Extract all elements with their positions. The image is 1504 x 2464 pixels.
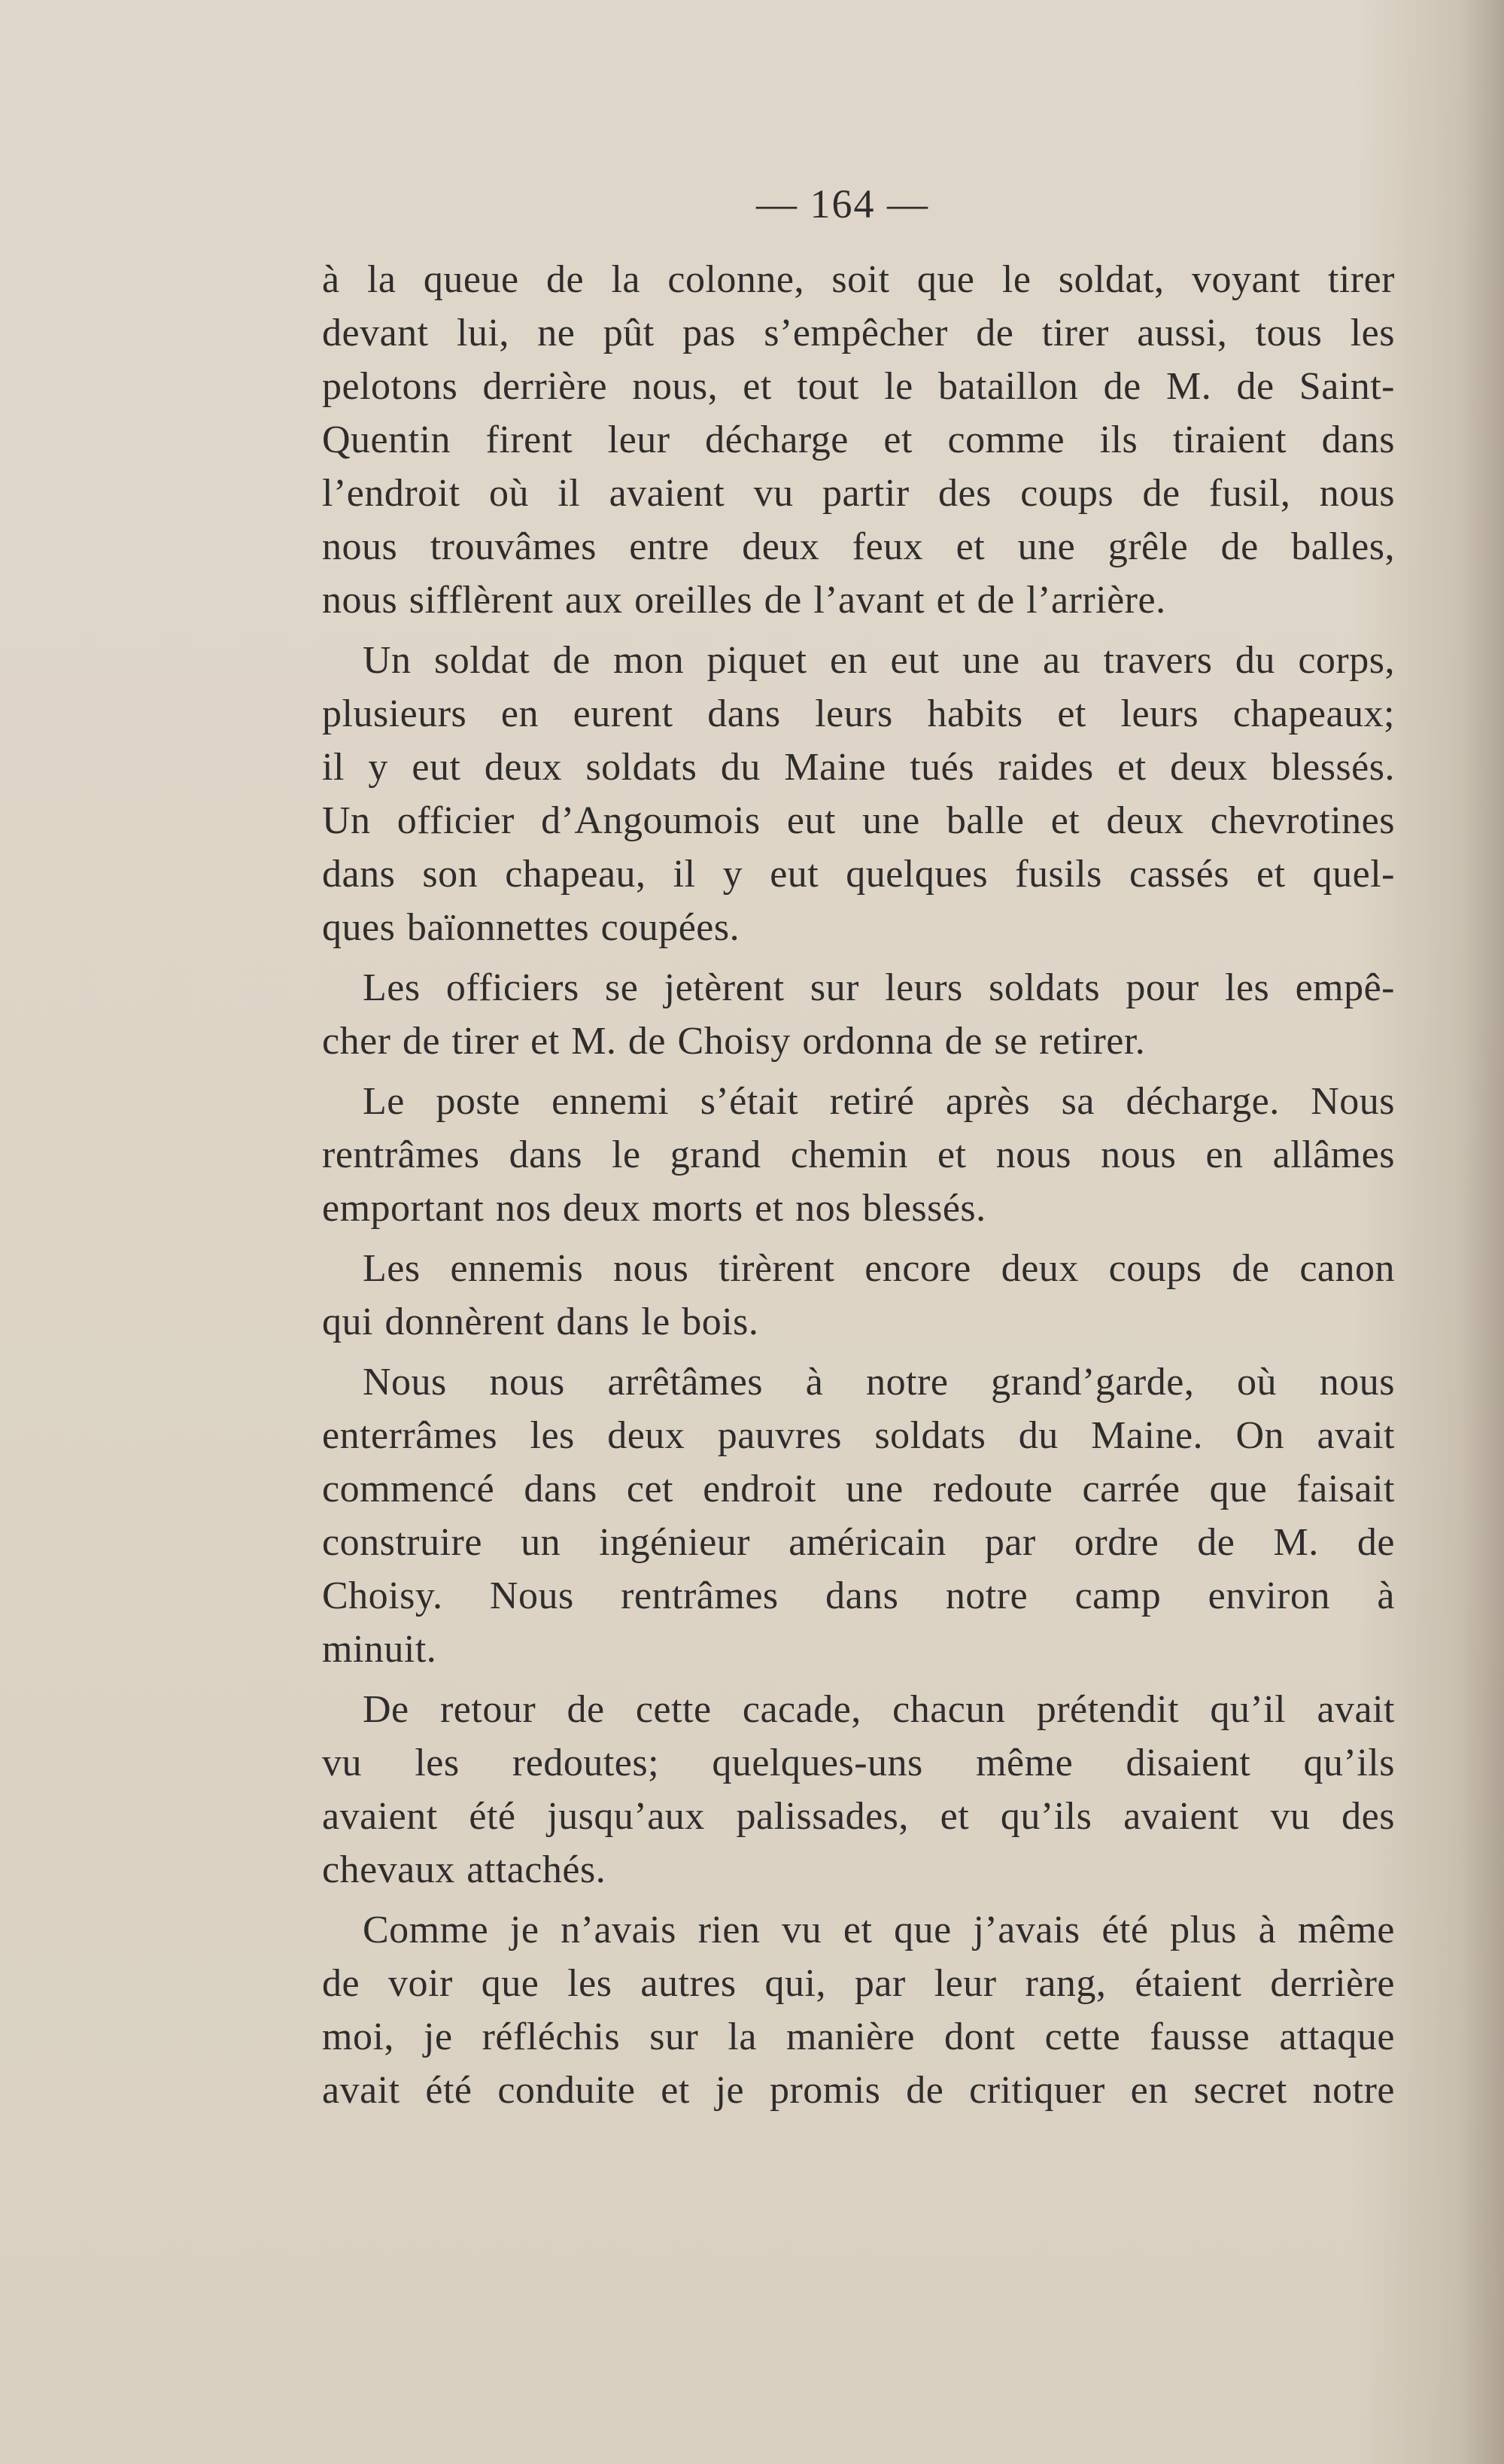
text-line: Le poste ennemi s’était retiré après sa décharge. Nous <box>363 1080 1395 1123</box>
paragraph <box>322 961 1395 1068</box>
body-text <box>322 253 1395 2124</box>
text-line: Un soldat de mon piquet en eut une au travers du corps, <box>363 639 1395 682</box>
text-line: construire un ingénieur américain par ordre de M. de <box>322 1521 1395 1564</box>
text-line: nous sifflèrent aux oreilles de l’avant et de l’arrière. <box>322 579 1166 622</box>
text-line: vu les redoutes; quelques-uns même disaient qu’ils <box>322 1742 1395 1784</box>
text-line: Les officiers se jetèrent sur leurs soldats pour les empê- <box>363 966 1395 1009</box>
text-line: il y eut deux soldats du Maine tués raides et deux blessés. <box>322 746 1395 789</box>
paragraph <box>322 1683 1395 1897</box>
text-line: l’endroit où il avaient vu partir des coups de fusil, nous <box>322 472 1395 515</box>
paragraph <box>322 1903 1395 2117</box>
paragraph <box>322 253 1395 627</box>
text-line: devant lui, ne pût pas s’empêcher de tirer aussi, tous les <box>322 312 1395 354</box>
text-line: rentrâmes dans le grand chemin et nous nous en allâmes <box>322 1133 1395 1176</box>
text-line: De retour de cette cacade, chacun prétendit qu’il avait <box>363 1688 1395 1731</box>
paragraph <box>322 1075 1395 1235</box>
text-line: avaient été jusqu’aux palissades, et qu’ils avaient vu des <box>322 1795 1395 1838</box>
paragraph <box>322 1355 1395 1676</box>
text-line: Choisy. Nous rentrâmes dans notre camp environ à <box>322 1574 1395 1617</box>
text-line: pelotons derrière nous, et tout le bataillon de M. de Saint- <box>322 365 1395 408</box>
text-line: Quentin firent leur décharge et comme ils tiraient dans <box>322 418 1395 461</box>
text-line: Comme je n’avais rien vu et que j’avais été plus à même <box>363 1909 1395 1951</box>
text-line: qui donnèrent dans le bois. <box>322 1300 759 1343</box>
text-line: Nous nous arrêtâmes à notre grand’garde, où nous <box>363 1361 1395 1404</box>
text-line: enterrâmes les deux pauvres soldats du Maine. On avait <box>322 1414 1395 1457</box>
page-number: — 164 — <box>756 181 929 227</box>
text-line: commencé dans cet endroit une redoute carrée que faisait <box>322 1468 1395 1510</box>
text-line: emportant nos deux morts et nos blessés. <box>322 1187 986 1230</box>
text-line: plusieurs en eurent dans leurs habits et leurs chapeaux; <box>322 692 1395 735</box>
paragraph <box>322 634 1395 954</box>
text-line: chevaux attachés. <box>322 1848 606 1891</box>
text-line: minuit. <box>322 1628 437 1671</box>
text-line: cher de tirer et M. de Choisy ordonna de se retirer. <box>322 1020 1146 1063</box>
text-line: ques baïonnettes coupées. <box>322 906 740 949</box>
text-line: dans son chapeau, il y eut quelques fusils cassés et quel- <box>322 853 1395 896</box>
text-line: de voir que les autres qui, par leur rang, étaient derrière <box>322 1962 1395 2005</box>
paragraph <box>322 1242 1395 1349</box>
text-line: à la queue de la colonne, soit que le soldat, voyant tirer <box>322 258 1395 301</box>
text-line: nous trouvâmes entre deux feux et une grêle de balles, <box>322 525 1395 568</box>
text-line: moi, je réfléchis sur la manière dont cette fausse attaque <box>322 2015 1395 2058</box>
text-line: avait été conduite et je promis de critiquer en secret notre <box>322 2069 1395 2112</box>
text-line: Un officier d’Angoumois eut une balle et deux chevrotines <box>322 799 1395 842</box>
text-line: Les ennemis nous tirèrent encore deux coups de canon <box>363 1247 1395 1290</box>
